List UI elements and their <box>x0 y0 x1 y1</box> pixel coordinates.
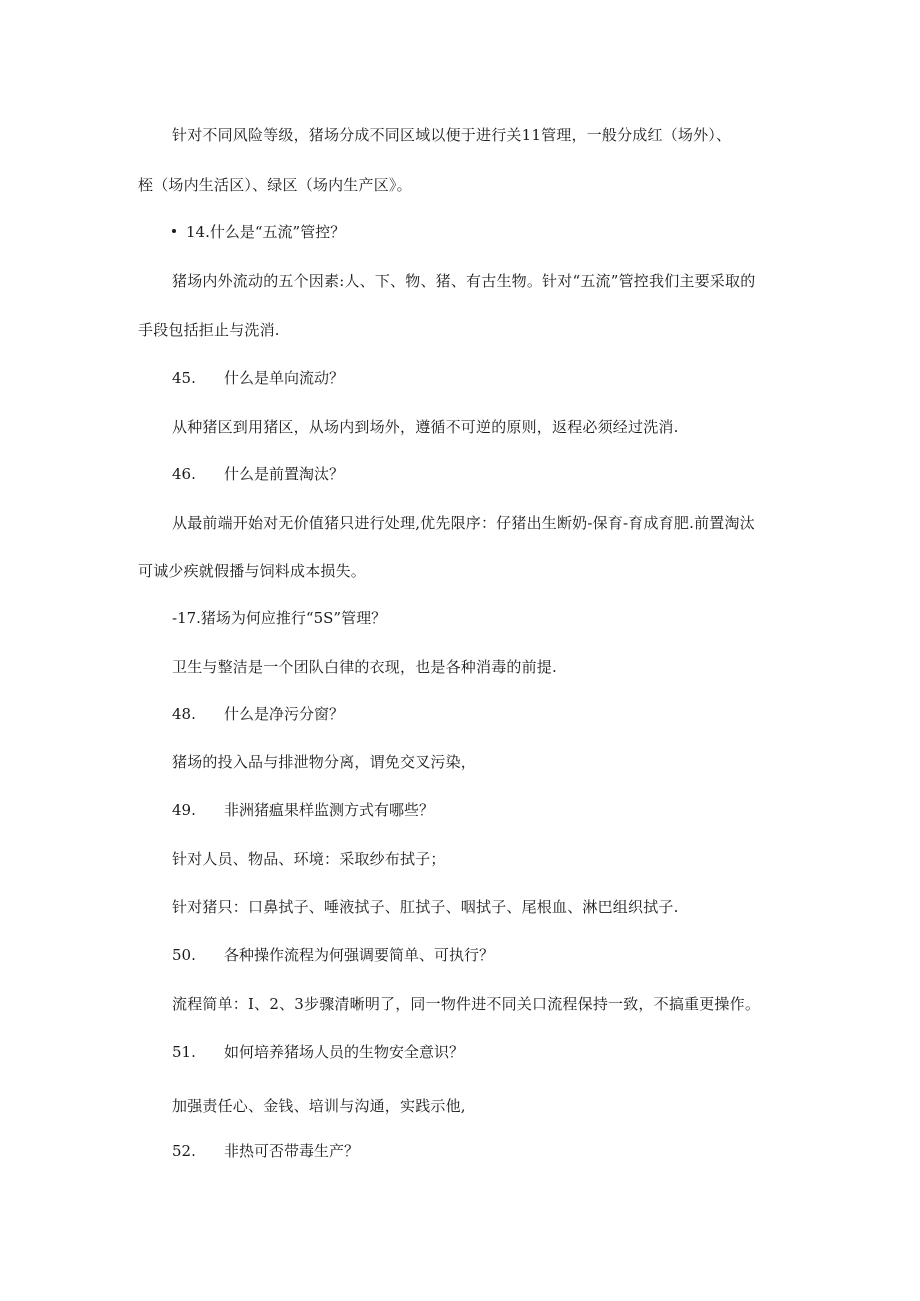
question-number: 50. <box>172 946 196 964</box>
answer-line: 从种猪区到用猪区，从场内到场外，遵循不可逆的原则，返程必须经过洗消. <box>172 418 679 436</box>
question-text: 各种操作流程为何强调要简单、可执行？ <box>224 946 495 964</box>
question-14 <box>172 222 345 242</box>
question-number: 49. <box>172 801 196 819</box>
answer-line: 卫生与整洁是一个团队白律的衣现，也是各种消毒的前提. <box>172 658 557 676</box>
question-51 <box>172 1042 464 1062</box>
question-text: 非热可否带毒生产？ <box>224 1142 360 1160</box>
question-47: -17.猪场为何应推行“5S”管理？ <box>172 609 387 627</box>
question-number: 45. <box>172 369 196 387</box>
question-text: 非洲猪瘟果样监测方式有哪些？ <box>224 801 435 819</box>
question-52 <box>172 1141 359 1161</box>
question-49 <box>172 800 434 820</box>
question-text: 什么是单向流动？ <box>224 369 345 387</box>
question-48 <box>172 704 344 724</box>
answer-line: 针对猪只：口鼻拭子、唾液拭子、肛拭子、咽拭子、尾根血、淋巴组织拭子. <box>172 898 679 916</box>
question-46 <box>172 464 344 484</box>
question-number: 46. <box>172 465 196 483</box>
paragraph-line: 手段包括拒止与洗消. <box>138 321 280 339</box>
question-number: 51. <box>172 1043 196 1061</box>
answer-line: 可诚少疾就假播与饲料成本损失。 <box>138 562 367 580</box>
question-text: 什么是净污分窗？ <box>224 705 345 723</box>
paragraph-line: 针对不同风险等级，猪场分成不同区域以便于进行关11管理，一般分成红（场外）、 <box>172 126 732 144</box>
question-text: 14.什么是“五流”管控？ <box>186 223 346 241</box>
answer-line: 流程简单：I、2、3步骤清晰明了，同一物件进不同关口流程保持一致，不搞重更操作。 <box>172 995 761 1013</box>
paragraph-line: 桎（场内生活区）、绿区（场内生产区》。 <box>138 176 412 194</box>
answer-line: 加强责任心、金钱、培训与沟通，实践示他, <box>172 1097 466 1115</box>
paragraph-line: 猪场内外流动的五个因素:人、下、物、猪、有古生物。针对“五流”管控我们主要采取的 <box>172 272 756 290</box>
question-50 <box>172 945 494 965</box>
answer-line: 针对人员、物品、环境：采取纱布拭子； <box>172 850 446 868</box>
question-text: 如何培养猪场人员的生物安全意识？ <box>224 1043 465 1061</box>
answer-line: 猪场的投入品与排泄物分离，谓免交叉污染， <box>172 753 477 771</box>
question-number: 52. <box>172 1142 196 1160</box>
bullet-icon <box>172 229 176 233</box>
answer-line: 从最前端开始对无价值猪只进行处理,优先限序：仔猪出生断奶-保育-育成育肥.前置淘汰 <box>172 514 755 532</box>
question-45 <box>172 368 344 388</box>
question-text: 什么是前置淘汰？ <box>224 465 345 483</box>
question-number: 48. <box>172 705 196 723</box>
